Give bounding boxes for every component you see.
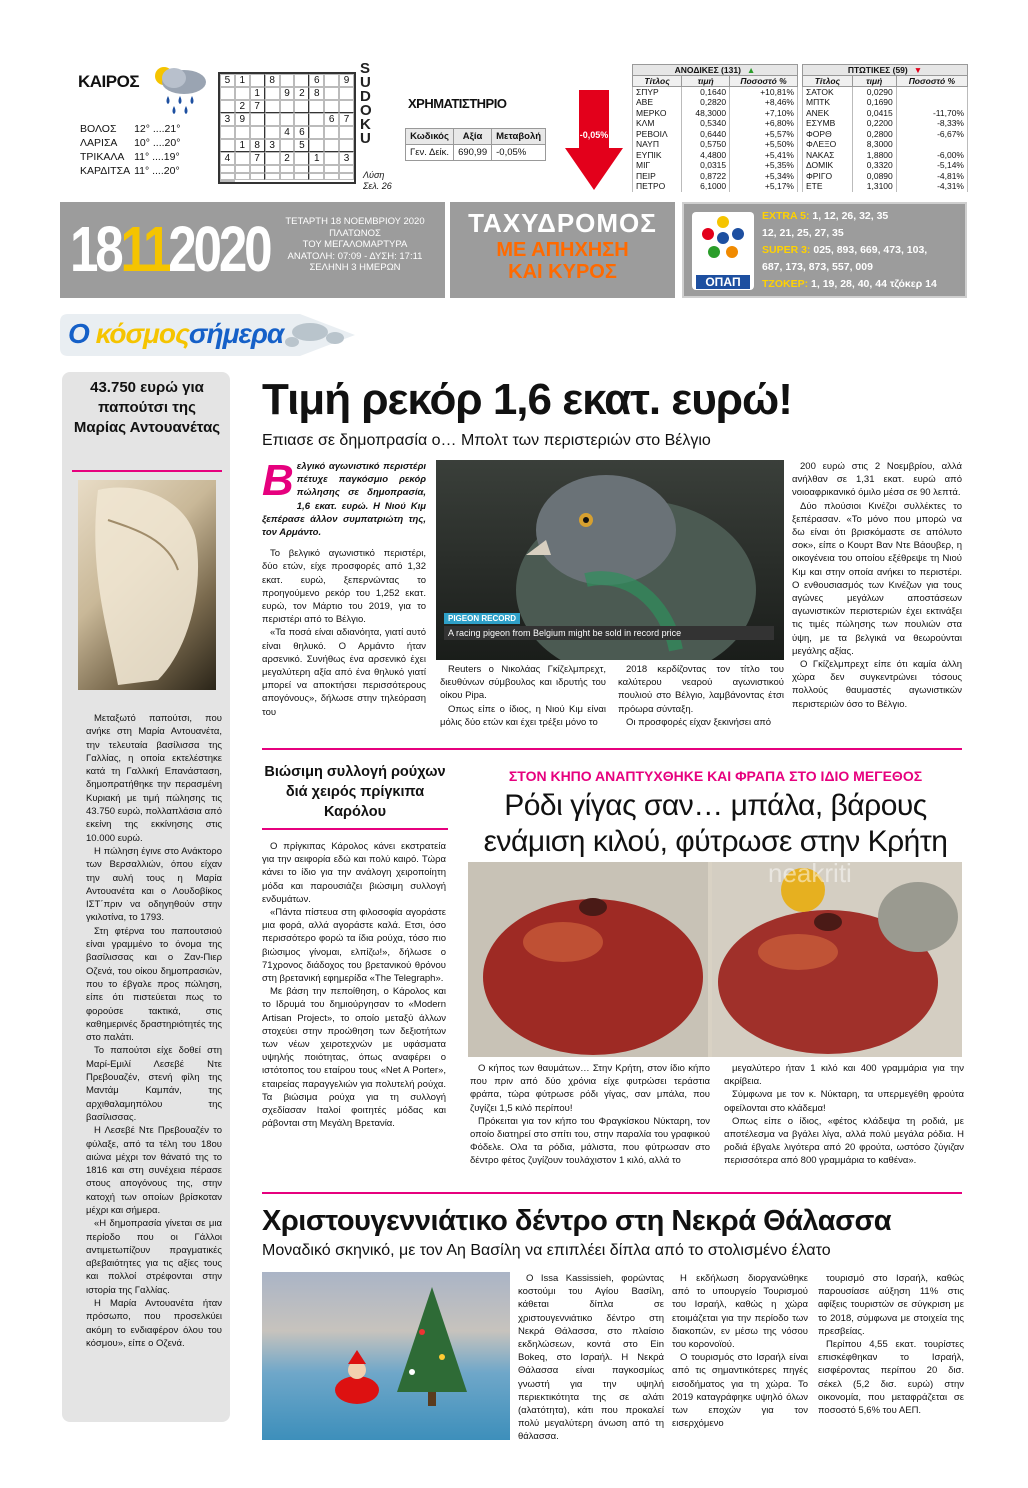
sudoku-cell <box>280 74 295 87</box>
sudoku-cell: 6 <box>294 126 309 139</box>
table-cell: -4,81% <box>896 171 967 182</box>
divider <box>262 828 448 830</box>
sudoku-cell: 7 <box>250 152 265 165</box>
sudoku-cell: 4 <box>280 126 295 139</box>
big-date: 18112020 <box>70 213 270 285</box>
sudoku-cell: 3 <box>339 152 354 165</box>
table-cell: ΦΟΡΘ <box>803 129 853 140</box>
sudoku-cell: 3 <box>265 139 280 152</box>
table-row <box>633 129 798 140</box>
table-row <box>803 171 968 182</box>
table-cell: 1,3100 <box>852 181 896 192</box>
table-cell: 0,0290 <box>852 87 896 98</box>
table-cell: 48,3000 <box>682 108 730 119</box>
weather-box <box>78 72 208 192</box>
table-row <box>803 150 968 161</box>
sudoku-cell <box>309 165 324 173</box>
main-column-2: Reuters ο Νικολάας Γκίζελμπρεχτ, διευθύνων σύμβουλος και ιδρυτής του οίκου Pipa. Οπως είπε ο ίδιος, η Νιού Κιμ είναι μόλις δύο ετών και έχει τρέξει μόνο το <box>440 664 606 728</box>
table-cell: 0,5340 <box>682 118 730 129</box>
table-cell: -8,33% <box>896 118 967 129</box>
table-cell: 0,8722 <box>682 171 730 182</box>
opap-logo: ΟΠΑΠ <box>692 212 754 290</box>
sudoku-cell <box>280 139 295 152</box>
table-cell: 0,3320 <box>852 160 896 171</box>
table-cell: 1,8800 <box>852 150 896 161</box>
sudoku-letter: D <box>360 88 371 105</box>
table-cell: 0,0415 <box>852 108 896 119</box>
sudoku-cell <box>324 100 339 113</box>
table-row <box>633 87 798 98</box>
divider <box>72 470 222 472</box>
sudoku-label <box>360 62 374 146</box>
table-cell: 0,1640 <box>682 87 730 98</box>
sudoku-cell: 1 <box>250 87 265 100</box>
sudoku-cell: 1 <box>235 139 250 152</box>
down-arrow-icon <box>565 90 623 190</box>
table-cell: -11,70% <box>896 108 967 119</box>
table-cell: 4,4800 <box>682 150 730 161</box>
main-headline: Τιμή ρεκόρ 1,6 εκατ. ευρώ! <box>262 375 792 424</box>
table-row <box>633 160 798 171</box>
sudoku-cell <box>250 165 265 173</box>
table-cell: 0,6440 <box>682 129 730 140</box>
table-cell: +6,80% <box>730 118 798 129</box>
table-cell: ΝΑΥΠ <box>633 139 682 150</box>
sudoku-cell: 9 <box>339 74 354 87</box>
table-cell: ΕΣΥΜΒ <box>803 118 853 129</box>
sudoku-cell <box>324 126 339 139</box>
sudoku-cell: 3 <box>220 113 235 126</box>
sudoku-cell <box>309 173 324 181</box>
up-arrow-icon: ▲ <box>746 65 756 75</box>
table-row <box>803 87 968 98</box>
table-row <box>633 150 798 161</box>
table-row <box>803 160 968 171</box>
taxydromos-title: ΤΑΧΥΔΡΟΜΟΣ <box>468 208 657 238</box>
sudoku-cell <box>265 152 280 165</box>
sidebar-headline: 43.750 ευρώ για παπούτσι της Μαρίας Αντουανέτας <box>73 379 221 436</box>
sudoku-cell <box>309 113 324 126</box>
photo-caption: A racing pigeon from Belgium might be sold in record price <box>444 626 774 640</box>
sudoku-cell: 8 <box>265 74 280 87</box>
sudoku-cell <box>235 87 250 100</box>
sudoku-cell <box>265 165 280 173</box>
weather-table: ΒΟΛΟΣ 12° ....21° ΛΑΡΙΣΑ 10° ....20° ΤΡΙΚΑΛΑ 11° ....19° ΚΑΡΔΙΤΣΑ 11° ....20° <box>80 123 181 177</box>
sudoku-grid <box>218 72 356 184</box>
dead-sea-tree-photo <box>262 1272 510 1440</box>
table-row <box>633 118 798 129</box>
sudoku-cell: 7 <box>250 100 265 113</box>
table-row <box>633 181 798 192</box>
sudoku-cell <box>235 173 250 181</box>
sudoku-letter: O <box>360 102 372 119</box>
sudoku-letter: U <box>360 130 371 147</box>
sudoku-cell <box>339 126 354 139</box>
table-cell: -4,31% <box>896 181 967 192</box>
sudoku-cell: 2 <box>235 100 250 113</box>
table-cell: 0,0315 <box>682 160 730 171</box>
table-cell: -6,67% <box>896 129 967 140</box>
sudoku-cell <box>280 173 295 181</box>
sudoku-cell <box>324 165 339 173</box>
table-cell: 8,3000 <box>852 139 896 150</box>
sudoku-cell: 5 <box>220 74 235 87</box>
tree-headline: Χριστουγεννιάτικο δέντρο στη Νεκρά Θάλασσα <box>262 1205 892 1237</box>
section-title: Ο κόσμοςσήμερα <box>68 318 284 349</box>
sudoku-cell <box>265 173 280 181</box>
sudoku-cell <box>324 173 339 181</box>
table-cell: ΦΡΙΓΟ <box>803 171 853 182</box>
table-cell: 0,1690 <box>852 97 896 108</box>
sudoku-cell <box>309 126 324 139</box>
sudoku-cell <box>220 173 235 181</box>
sudoku-cell <box>220 126 235 139</box>
table-cell: ΠΕΤΡΟ <box>633 181 682 192</box>
table-cell <box>896 87 967 98</box>
main-column-3: 2018 κερδίζοντας τον τίτλο του καλύτερου νεαρού αγωνιστικού πουλιού στο Βέλγιο, λαμβάνοντας έτσι πρόωρα σύνταξη. Οι προσφορές είχαν ξεκινήσει από <box>618 664 784 728</box>
table-cell: ΕΤΕ <box>803 181 853 192</box>
sudoku-solution-ref: Λύση Σελ. 26 <box>363 170 392 191</box>
date-details: ΤΕΤΑΡΤΗ 18 ΝΟΕΜΒΡΙΟΥ 2020 ΠΛΑΤΩΝΟΣ ΤΟΥ ΜΕΓΑΛΟΜΑΡΤΥΡΑ ΑΝΑΤΟΛΗ: 07:09 - ΔΥΣΗ: 17:11 ΣΕΛΗΝΗ 3 ΗΜΕΡΩΝ <box>285 216 425 273</box>
table-row <box>633 139 798 150</box>
sudoku-cell <box>324 74 339 87</box>
sudoku-letter: U <box>360 74 371 91</box>
sudoku-cell: 2 <box>294 87 309 100</box>
sudoku-letter: S <box>360 60 371 77</box>
sudoku-cell <box>235 126 250 139</box>
table-cell: ΝΑΚΑΣ <box>803 150 853 161</box>
table-cell: 0,5750 <box>682 139 730 150</box>
sudoku-cell <box>220 87 235 100</box>
table-row <box>803 118 968 129</box>
sudoku-cell <box>265 113 280 126</box>
table-cell: +5,17% <box>730 181 798 192</box>
sudoku-cell <box>280 165 295 173</box>
rodi-headline: Ρόδι γίγας σαν… μπάλα, βάρους ενάμιση κιλού, φύτρωσε στην Κρήτη <box>483 789 948 858</box>
table-row <box>633 97 798 108</box>
sudoku-cell <box>220 100 235 113</box>
tree-column-1: Ο Issa Kassissieh, φορώντας κοστούμι του Αγίου Βασίλη, κάθεται δίπλα σε χριστουγεννιάτικο δέντρο στη Νεκρά Θάλασσα, στο πλαίσιο εκδηλώσεων, κοντά στο Ein Bokeq, στο Ισραήλ. Η Νεκρά Θάλασσα είναι παγκοσμίως γνωστή για την υψηλή περιεκτικότητα της σε αλάτι (αλατότητα), κάτι που προκαλεί πολύ μεγαλύτερη άνωση από τη θάλασσα. <box>518 1273 664 1443</box>
table-cell: +5,41% <box>730 150 798 161</box>
table-cell: ΜΙΓ <box>633 160 682 171</box>
sudoku-cell <box>250 74 265 87</box>
table-cell: ΕΥΠΙΚ <box>633 150 682 161</box>
table-cell: +7,10% <box>730 108 798 119</box>
sudoku-cell: 6 <box>324 113 339 126</box>
table-cell: 0,0890 <box>852 171 896 182</box>
sudoku-cell <box>339 87 354 100</box>
table-row <box>803 139 968 150</box>
karolos-headline: Βιώσιμη συλλογή ρούχων διά χειρός πρίγκιπα Καρόλου <box>264 764 446 820</box>
sudoku-cell <box>220 180 235 182</box>
drop-cap: Β <box>262 456 294 505</box>
sudoku-cell <box>294 113 309 126</box>
sudoku-cell <box>280 100 295 113</box>
rain-cloud-icon <box>150 62 210 117</box>
sudoku-cell <box>339 139 354 152</box>
sudoku-cell: 6 <box>309 74 324 87</box>
table-cell: +5,34% <box>730 171 798 182</box>
table-cell <box>896 97 967 108</box>
general-index-table: Κωδικός Αξία Μεταβολή Γεν. Δείκ. 690,99 -0,05% <box>405 128 546 161</box>
sudoku-cell <box>265 126 280 139</box>
sudoku-cell: 9 <box>235 113 250 126</box>
sudoku-cell <box>220 165 235 173</box>
sudoku-cell <box>235 165 250 173</box>
table-cell: ΣΑΤΟΚ <box>803 87 853 98</box>
sudoku-cell <box>250 173 265 181</box>
tree-column-2: Η εκδήλωση διοργανώθηκε από το υπουργείο Τουρισμού του Ισραήλ, καθώς η χώρα ετοιμάζεται για την περίοδο των διακοπών, εν μέσω της νόσου του κορονοϊού. Ο τουρισμός στο Ισραήλ είναι από τις σημαντικότερες πηγές εισοδήματος για τη χώρα. Το 2019 καταγράφηκε υψηλό όλων των εποχών για τον εισερχόμενο <box>672 1273 808 1430</box>
table-cell: ΑΒΕ <box>633 97 682 108</box>
karolos-text: Ο πρίγκιπας Κάρολος κάνει εκστρατεία για την αειφορία εδώ και πολύ καιρό. Τώρα κάνει το ίδιο για την ανάλογη χειροποίητη μόδα και παρουσιάζει βιώσιμη συλλογή ενδυμάτων. «Πάντα πίστευα στη φιλοσοφία αγοράστε μια φορά, αλλά αγοράστε καλά. Ετσι, όσο περισσότερο φορώ τα ίδια ρούχα, τόσο πιο βιώσιμος γίνομαι, ελπίζω!», δήλωσε ο 71χρονος διάδοχος του βρετανικού θρόνου στη βρετανική εφημερίδα «The Telegraph». Με βάση την πεποίθηση, ο Κάρολος και το Ιδρυμά του δημιούργησαν το «Modern Artisan Project», το οποίο μεταξύ άλλων στοχεύει στην προώθηση των δεξιοτήτων των νέων χειροτεχνών με υφάσματα υψηλής ποιότητας, όπως αναφέρει ο ιστότοπος του εταίρου τους «Net A Porter», εταιρείας παραγγελιών για πολυτελή ρούχα. Τα βιώσιμα ρούχα για τη συλλογή σχεδίασαν Ιταλοί φοιτητές μόδας και ράβονται στη Μεγάλη Βρετανία. <box>262 841 446 1130</box>
sudoku-cell <box>265 100 280 113</box>
main-column-1: Βελγικό αγωνιστικό περιστέρι πέτυχε παγκόσμιο ρεκόρ πώλησης σε δημοπρασία, 1,6 εκατ. ευρώ. Η Νιού Κιμ ξεπέρασε άλλον συμπατριώτη της, τον Αρμάντο. Το βελγικό αγωνιστικό περιστέρι, δύο ετών, είχε προσφορές από 1,32 εκατ. ευρώ, ξεπερνώντας το προηγούμενο ρεκόρ του 1,252 εκατ. ευρώ, τον Μάρτιο του 2019, για το περιστέρι από το Βέλγιο. «Τα ποσά είναι αδιανόητα, γιατί αυτό είναι θηλυκό. Ο Αρμάντο ήταν αρσενικό. Συνήθως ένα αρσενικό έχει μεγαλύτερη αξία από ένα θηλυκό γιατί μπορεί να αποκτήσει περισσότερους απογόνους», δήλωσε στην τηλεόραση του <box>262 456 426 718</box>
table-row <box>803 108 968 119</box>
table-cell: -5,14% <box>896 160 967 171</box>
table-cell <box>896 139 967 150</box>
taxydromos-banner: ΤΑΧΥΔΡΟΜΟΣ ΜΕ ΑΠΗΧΗΣΗ ΚΑΙ ΚΥΡΟΣ <box>450 202 675 298</box>
sudoku-cell: 7 <box>339 113 354 126</box>
rodi-column-1: Ο κήπος των θαυμάτων… Στην Κρήτη, στον ίδιο κήπο που πριν από δύο χρόνια είχε φυτρώσει τεράστια φράπα, τώρα φύτρωσε ρόδι γίγας, σαν μπάλα, που ζυγίζει 1,5 κιλό περίπου! Πρόκειται για τον κήπο του Φραγκίσκου Νύκταρη, τον οποίο διατηρεί στο σπίτι του, στην παραλία του γραφικού Φόδελε. Ολα τα ρόδια, μάλιστα, που φύτρωσαν στο δέντρο φέτος ζυγίζουν τουλάχιστον 1 κιλό, αλλά το <box>470 1063 710 1167</box>
sudoku-letter: K <box>360 116 371 133</box>
gainers-table: ΑΝΟΔΙΚΕΣ (131) ▲ Τίτλος τιμή Ποσοστό % ΣΠΥΡ 0,1640 +10,81% ΑΒΕ 0,2820 +8,46% ΜΕΡΚΟ 48,3000 +7,10% ΚΛΜ 0,5340 +6,80% ΡΕΒΟΙΛ 0,6440 +5,57% ΝΑΥΠ 0,5750 +5,50% ΕΥΠΙΚ 4,4800 +5,41% ΜΙΓ 0,0315 +5,35% ΠΕΙΡ 0,8722 +5,34% ΠΕΤΡΟ 6,1000 +5,17% <box>632 64 798 192</box>
sudoku-cell: 9 <box>280 87 295 100</box>
sudoku-cell <box>250 126 265 139</box>
sudoku-cell: 4 <box>220 152 235 165</box>
photo-tag: PIGEON RECORD <box>444 613 520 624</box>
sudoku-cell <box>339 165 354 173</box>
sudoku-cell <box>280 113 295 126</box>
arrow-label: -0,05% <box>579 130 609 140</box>
table-cell: ΦΛΕΞΟ <box>803 139 853 150</box>
sidebar-text: Μεταξωτό παπούτσι, που ανήκε στη Μαρία Αντουανέτα, την τελευταία βασίλισσα της Γαλλίας, η οποία εκτελέστηκε κατά τη Γαλλική Επανάσταση, δημοπρατήθηκε την περασμένη Κυριακή με τιμή πώλησης τις 43.750 ευρώ, πολλαπλάσια από εκείνη της εκκίνησης στις 10.000 ευρώ. Η πώληση έγινε στο Ανάκτορο των Βερσαλλιών, όπου είχαν την αυλή τους η Μαρία Αντουανέτα και ο Λουδοβίκος ΙΣΤ΄πριν να οδηγηθούν στην γκιλοτίνα, το 1793. Στη φτέρνα του παπουτσιού είναι γραμμένο το όνομα της βασίλισσας και ο Ζαν-Πιερ Οζενά, του οίκου δημοπρασιών, που το έβγαλε προς πώληση, είπε ότι πιστεύεται πως το φορούσε τακτικά, στις καθημερινές δραστηριότητές της στο παλάτι. Το παπούτσι είχε δοθεί στη Μαρί-Εμιλί Λεσεβέ Ντε Πρεβουαζέν, στενή φίλη της Μαντάμ Καμπάν, της αρχιθαλαμηπόλου της βασίλισσας. Η Λεσεβέ Ντε Πρεβουαζέν το φύλαξε, από τα τέλη του 18ου αιώνα μέχρι τον θάνατό της το 1816 και στη συνέχεια πέρασε στους απογόνους της, στην κατοχή των οποίων βρίσκοταν μέχρι και σήμερα. «Η δημοπρασία γίνεται σε μια περίοδο που οι Γάλλοι αντιμετωπίζουν πραγματικές αβεβαιότητες για τις αξίες τους και πολλοί στρέφονται στην ιστορία της Γαλλίας. Η Μαρία Αντουανέτα ήταν πρόσωπο, που προσελκύει ακόμη το ενδιαφέρον όλου του κόσμου», είπε ο Οζενά. <box>86 713 222 1349</box>
main-subtitle: Επιασε σε δημοπρασία ο… Μπολτ των περιστεριών στο Βέλγιο <box>262 432 711 449</box>
table-cell: ΜΠΤΚ <box>803 97 853 108</box>
sudoku-cell <box>235 152 250 165</box>
sudoku-cell <box>294 165 309 173</box>
sudoku-cell <box>294 74 309 87</box>
table-row <box>803 129 968 140</box>
sudoku-cell <box>309 100 324 113</box>
losers-table: ΠΤΩΤΙΚΕΣ (59) ▼ Τίτλος τιμή Ποσοστό % ΣΑΤΟΚ 0,0290 ΜΠΤΚ 0,1690 ΑΝΕΚ 0,0415 -11,70% ΕΣΥΜΒ 0,2200 -8,33% ΦΟΡΘ 0,2800 -6,67% ΦΛΕΞΟ 8,3000 ΝΑΚΑΣ 1,8800 -6,00% ΔΟΜΙΚ 0,3320 -5,14% ΦΡΙΓΟ 0,0890 -4,81% ΕΤΕ 1,3100 -4,31% <box>802 64 968 192</box>
table-cell: ΑΝΕΚ <box>803 108 853 119</box>
table-cell: +10,81% <box>730 87 798 98</box>
table-cell: +5,50% <box>730 139 798 150</box>
table-row <box>803 181 968 192</box>
sudoku-cell <box>294 152 309 165</box>
table-cell: 0,2820 <box>682 97 730 108</box>
pomegranate-photo <box>468 862 962 1057</box>
tree-subtitle: Μοναδικό σκηνικό, με τον Αη Βασίλη να επιπλέει δίπλα από το στολισμένο έλατο <box>262 1242 831 1259</box>
sudoku-cell <box>339 100 354 113</box>
rodi-kicker: ΣΤΟΝ ΚΗΠΟ ΑΝΑΠΤΥΧΘΗΚΕ ΚΑΙ ΦΡΑΠΑ ΣΤΟ ΙΔΙΟ ΜΕΓΕΘΟΣ <box>508 768 923 784</box>
table-cell: +8,46% <box>730 97 798 108</box>
sudoku-cell <box>339 173 354 181</box>
table-row <box>803 97 968 108</box>
sudoku-cell <box>250 113 265 126</box>
shoe-photo <box>78 480 216 690</box>
weather-title: ΚΑΙΡΟΣ <box>78 72 140 91</box>
table-cell: -6,00% <box>896 150 967 161</box>
bourse-title: ΧΡΗΜΑΤΙΣΤΗΡΙΟ <box>408 96 507 111</box>
table-cell: 6,1000 <box>682 181 730 192</box>
sudoku-cell <box>324 87 339 100</box>
table-cell: ΜΕΡΚΟ <box>633 108 682 119</box>
sudoku-cell: 1 <box>309 152 324 165</box>
opap-logo-icon <box>692 212 754 270</box>
table-row <box>633 108 798 119</box>
sudoku-cell <box>324 139 339 152</box>
divider <box>262 1192 962 1194</box>
sudoku-cell <box>324 152 339 165</box>
sudoku-cell <box>220 139 235 152</box>
table-cell: 0,2800 <box>852 129 896 140</box>
down-arrow-small-icon: ▼ <box>913 65 923 75</box>
table-cell: ΚΛΜ <box>633 118 682 129</box>
table-cell: +5,57% <box>730 129 798 140</box>
sudoku-cell <box>294 173 309 181</box>
sudoku-cell: 5 <box>294 139 309 152</box>
sudoku-cell: 1 <box>235 74 250 87</box>
sudoku-cell: 8 <box>309 87 324 100</box>
divider <box>262 748 962 750</box>
table-cell: ΔΟΜΙΚ <box>803 160 853 171</box>
table-row <box>633 171 798 182</box>
rodi-column-2: μεγαλύτερο ήταν 1 κιλό και 400 γραμμάρια για την ακρίβεια. Σύμφωνα με τον κ. Νύκταρη, τα υπερμεγέθη φρούτα οφείλονται στο κλάδεμα! Οπως είπε ο ίδιος, «φέτος κλάδεψα τη ροδιά, με αποτέλεσμα να βγάλει λίγα, αλλά πολύ μεγάλα ρόδια. Η ροδιά έβγαλε λιγότερα από 20 φρούτα, ωστόσο ζύγιζαν περισσότερα από 800 γραμμάρια το καθένα». <box>724 1063 964 1167</box>
sudoku-cell: 8 <box>250 139 265 152</box>
table-cell: ΡΕΒΟΙΛ <box>633 129 682 140</box>
table-cell: +5,35% <box>730 160 798 171</box>
sudoku-cell <box>309 139 324 152</box>
table-cell: 0,2200 <box>852 118 896 129</box>
watermark: neakriti <box>768 862 852 888</box>
sudoku-cell <box>265 87 280 100</box>
tree-column-3: τουρισμό στο Ισραήλ, καθώς παρουσίασε αύξηση 11% στις αφίξεις τουριστών σε σύγκριση με το 2018, σύμφωνα με στοιχεία της πρεσβείας. Περίπου 4,55 εκατ. τουρίστες επισκέφθηκαν το Ισραήλ, εισφέροντας περίπου 20 δισ. σέκελ (5,2 δισ. ευρώ) στην οικονομία, που μεταφράζεται σε ποσοστό 5,6% του ΑΕΠ. <box>818 1273 964 1417</box>
table-cell: ΠΕΙΡ <box>633 171 682 182</box>
sudoku-cell <box>294 100 309 113</box>
sudoku-cell: 2 <box>280 152 295 165</box>
main-column-4: 200 ευρώ στις 2 Νοεμβρίου, αλλά ανήλθαν σε 1,31 εκατ. ευρώ από νοιοαφρικανικό όμιλο μέσα σε 90 λεπτά. Δύο πλούσιοι Κινέζοι συλλέκτες το ξεπέρασαν. «Το μόνο που μπορώ να δω είναι ότι βρισκόμαστε σε απόλυτο σοκ», είπε ο Κουρτ Βαν Ντε Βάουβερ, η οικογένεια του οποίου εξέθρεψε τη Νιού Κιμ και στην οποία ανήκει το περιστέρι. Ο ενθουσιασμός των Κινέζων για τους αγώνες μεγάλων αποστάσεων αγωνιστικών περιστεριών έχει εκτινάξει τις τιμές πώλησης των πουλιών στα ύψη, με τα βελγικά να θεωρούνται μεγάλης αξίας. Ο Γκίζελμπρεχτ είπε ότι καμία άλλη χώρα δεν συγκεντρώνει τόσους πολλούς θαυμαστές αγωνιστικών περιστεριών όσο το Βέλγιο. <box>792 461 962 710</box>
lottery-results: EXTRA 5: 1, 12, 26, 32, 35 12, 21, 25, 27, 35 SUPER 3: 025, 893, 669, 473, 103, 687, 173, 873, 557, 009 ΤΖΟΚΕΡ: 1, 19, 28, 40, 44 τζόκερ 14 <box>762 210 937 290</box>
table-cell: ΣΠΥΡ <box>633 87 682 98</box>
